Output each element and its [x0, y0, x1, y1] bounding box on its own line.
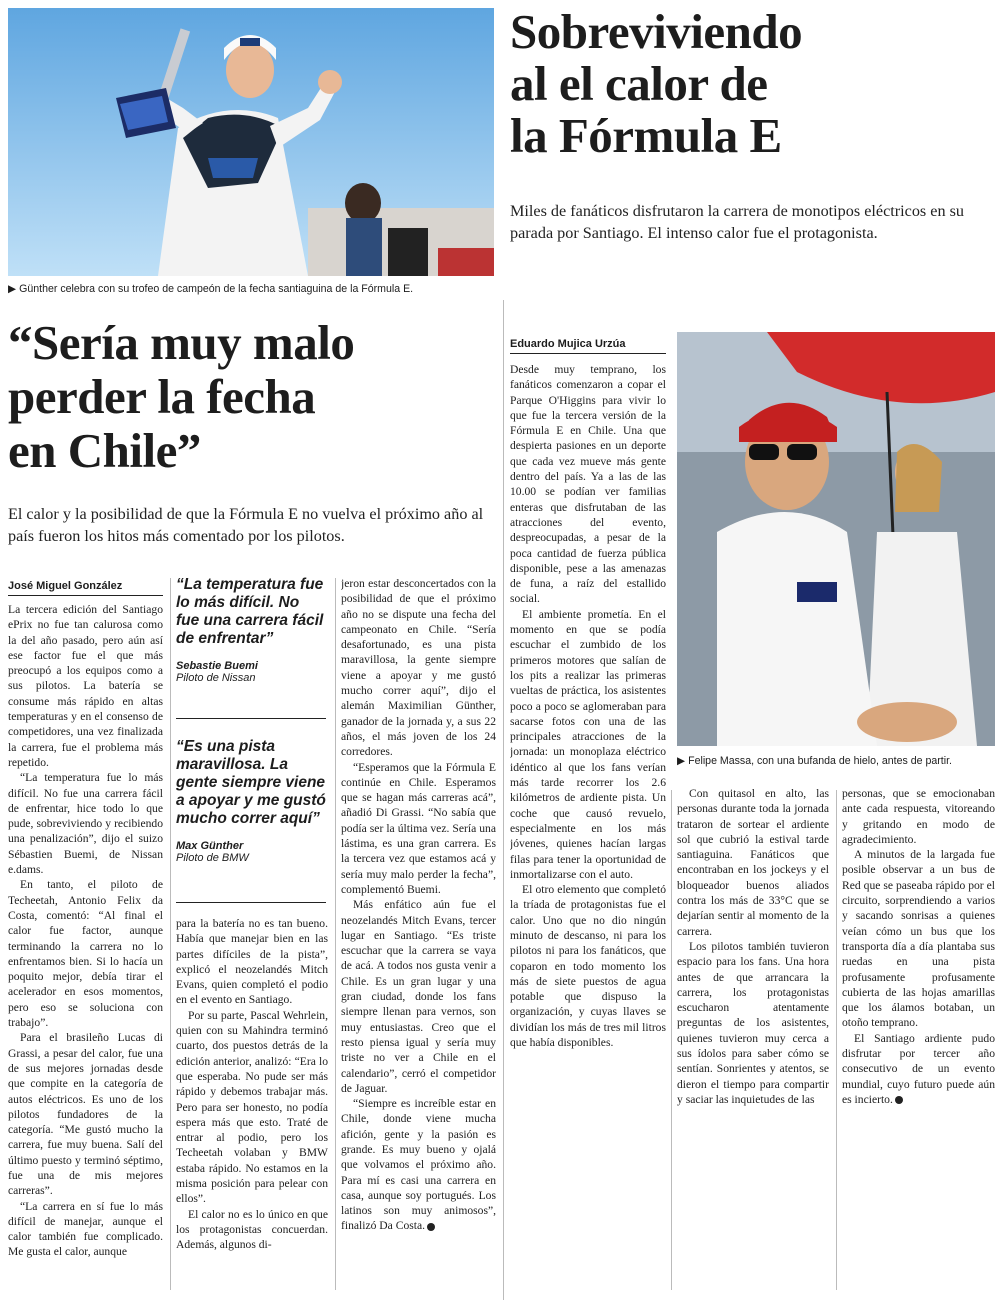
column-divider	[170, 578, 171, 1290]
left-article-col-3	[341, 576, 496, 1300]
pull-quote	[176, 576, 326, 684]
paragraph: El ambiente prometía. En el momento en que se podía escuchar el zumbido de los primeros motores que salían de los pits a realizar las primeras vueltas de práctica, los asistentes poco a poco se aglomeraban para sacarse fotos con una de las principales atracciones de la jornada: un monoplaza eléctrico idéntico al que los fans verían más tarde recorrer los 2.6 kilómetros de ardiente pista. Un coche que causó revuelo, especialmente en los más jóvenes, quienes hacían largas filas para tener la oportunidad de inmortalizarse con el auto.	[510, 607, 666, 881]
paragraph: jeron estar desconcertados con la posibilidad de que el próximo año no se dispute una fecha del campeonato en Chile. “Sería desafortunado, es una pista maravillosa, la gente siempre viene a apoyar y me gustó mucho correr aquí”, dijo el alemán Maximilian Günther, ganador de la jornada y, a sus 22 años, el más joven de los 24 corredores.	[341, 577, 496, 759]
paragraph: A minutos de la largada fue posible observar a un bus de Red que se paseaba rápido por el circuito, sorprendiendo a varios y sacando sonrisas a quienes veían cómo un bus que los transporta día a día plantaba sus ruedas en una pista profusamente profusamente cubierta de las hojas amarillas que los álamos botaban, un otoño temprano.	[842, 848, 995, 1030]
paragraph: Más enfático aún fue el neozelandés Mitch Evans, tercer lugar en Santiago. “Es triste escuchar que la carrera se vaya de acá. A todos nos gusta venir a Chile. Es un gran lugar y una gran ciudad, donde los fans siempre llenan para vernos, son muy entusiastas. Creo que el resto piensa igual y sería muy triste no ver a Chile en el calendario”, cerró el competidor de Jaguar.	[341, 898, 496, 1095]
paragraph: Para el brasileño Lucas di Grassi, a pesar del calor, fue una de sus mejores jornadas desde que compite en la categoría de autos eléctricos. Es uno de los pilotos fundadores de la categoría. “Me gustó mucho la carrera, fue muy buena. Salí del último puesto y terminó séptimo, fue una de mis mejores carreras”.	[8, 1031, 163, 1198]
pull-quote-text: “Es una pista maravillosa. La gente siempre viene a apoyar y me gustó mucho correr aquí”	[176, 738, 326, 827]
quote-divider	[176, 718, 326, 719]
pull-quote-role: Piloto de BMW	[176, 852, 249, 864]
end-of-article-icon	[427, 1223, 435, 1231]
paragraph: “La temperatura fue lo más difícil. No fue una carrera fácil de enfrentar, hice todo lo que pude, sobreviviendo y recibiendo una penalización”, dijo el suizo Sébastien Buemi, de Nissan e.dams.	[8, 771, 163, 877]
caption-arrow-icon: ▶	[677, 755, 686, 767]
column-divider	[335, 578, 336, 1290]
paragraph: personas, que se emocionaban ante cada respuesta, vitoreando y gritando en modo de agradecimiento.	[842, 787, 995, 846]
right-article-headline: Sobreviviendo al el calor de la Fórmula E	[510, 4, 803, 163]
paragraph: “Esperamos que la Fórmula E continúe en Chile. Esperamos que se hagan más carreras acá”, añadió Di Grassi. “No sabía que podía ser la última vez. Sería una lástima, es una gran carrera. Es la tercera vez que estamos acá y sería muy malo perder la fecha”, complementó Buemi.	[341, 760, 496, 896]
column-divider	[836, 790, 837, 1290]
caption-arrow-icon: ▶	[8, 283, 17, 295]
paragraph: La tercera edición del Santiago ePrix no fue tan calurosa como la del año pasado, pero aún así ese factor fue el que más preocupó a los equipos como a sus pilotos. La batería se consume más rápido en altas temperaturas y en el consenso de competidores, una vez finalizada la carrera, fue el problema más repetido.	[8, 603, 163, 769]
paragraph: Con quitasol en alto, las personas durante toda la jornada trataron de sortear el ardiente sol que cubrió la estival tarde santiaguina. Fanáticos que encontraban en los jockeys y el bloqueador buenos aliados contra los más de 33°C que se dejarían sentir al momento de la carrera.	[677, 787, 829, 938]
left-article-byline: José Miguel González	[8, 580, 163, 596]
paragraph: “Siempre es increíble estar en Chile, donde viene mucha afición, gente y la pasión es grande. Es muy bueno y ojalá que volvamos el próximo año. Para mí es casi una carrera en casa, aunque soy portugués. Los latinos son muy animosos”, finalizó Da Costa.	[341, 1097, 496, 1233]
left-article-col-1	[8, 602, 163, 1300]
top-photo-caption: ▶ Günther celebra con su trofeo de campeón de la fecha santiaguina de la Fórmula E.	[8, 283, 414, 295]
right-article-col-3	[842, 786, 995, 1300]
paragraph: El Santiago ardiente pudo disfrutar por tercer año consecutivo de un evento mundial, cuyo futuro puede aún es incierto.	[842, 1031, 995, 1106]
paragraph: Por su parte, Pascal Wehrlein, quien con su Mahindra terminó cuarto, dos puestos detrás de la edición anterior, analizó: “Era lo que esperaba. No pude ser más rápido y debemos trabajar más. Pero para ser honesto, no podía espera más que esto. Traté de entrar al podio, pero los Techeetah volaban y BMW estaba rápido. No estamos en la misma posición para pelear con ellos”.	[176, 1008, 328, 1206]
pull-quote-author: Sebastie Buemi	[176, 660, 258, 672]
right-article-byline: Eduardo Mujica Urzúa	[510, 338, 666, 354]
paragraph: El otro elemento que completó la tríada de protagonistas fue el calor. Uno que no dio ningún minuto de descanso, ni para los pilotos ni para los fanáticos, que coparon en todo momento los más de siete puestos de agua potable que dispuso la organización, y cuyas llaves se dividían los más de tres mil litros que había disponibles.	[510, 883, 666, 1050]
left-article-col-2	[176, 916, 328, 1300]
right-article-col-2	[677, 786, 829, 1300]
paragraph: En tanto, el piloto de Techeetah, Antonio Felix da Costa, comentó: “Al final el calor fue factor, aunque terminando la carrera no lo enfrentamos bien. Si lo hacía un poquito mejor, debía tirar el acelerador en esos momentos, pero eso se soluciona con trabajo”.	[8, 878, 163, 1030]
massa-photo	[677, 332, 995, 746]
pull-quote-role: Piloto de Nissan	[176, 672, 256, 684]
gunther-trophy-photo	[8, 8, 494, 276]
quote-divider	[176, 902, 326, 903]
pull-quote-text: “La temperatura fue lo más difícil. No fue una carrera fácil de enfrentar”	[176, 576, 324, 647]
right-article-col-1	[510, 362, 666, 1300]
left-article-deck: El calor y la posibilidad de que la Fórmula E no vuelva el próximo año al país fueron los hitos más comentado por los pilotos.	[8, 505, 484, 545]
column-divider	[671, 790, 672, 1290]
left-article-headline: “Sería muy malo perder la fecha en Chile”	[8, 315, 355, 478]
pull-quote-author: Max Günther	[176, 840, 244, 852]
paragraph: “La carrera en sí fue lo más difícil de manejar, aunque el calor también fue complicado. Me gusta el calor, aunque	[8, 1199, 163, 1259]
column-divider	[503, 300, 504, 1300]
paragraph: El calor no es lo único en que los protagonistas concuerdan. Además, algunos di-	[176, 1207, 328, 1252]
end-of-article-icon	[895, 1096, 903, 1104]
massa-photo-caption: ▶ Felipe Massa, con una bufanda de hielo, antes de partir.	[677, 755, 952, 767]
right-article-deck: Miles de fanáticos disfrutaron la carrera de monotipos eléctricos en su parada por Santiago. El intenso calor fue el protagonista.	[510, 202, 964, 242]
paragraph: para la batería no es tan bueno. Había que manejar bien en las partes difíciles de la pista”, explicó el neozelandés Mitch Evans, quien completó el podio en el evento en Santiago.	[176, 917, 328, 1007]
pull-quote	[176, 738, 326, 864]
paragraph: Desde muy temprano, los fanáticos comenzaron a copar el Parque O'Higgins para vivir lo que fue la tercera versión de la Fórmula E en Chile. Una que despierta pasiones en un deporte que cada vez mueve más gente dentro del país. Ya a las de las 10.00 se podían ver familias enteras que disfrutaban de las atracciones del evento, despreocupadas, a pesar de la poca cantidad de fuerza pública disponible, pese a las amenazas de funa, a raíz del estallido social.	[510, 363, 666, 606]
paragraph: Los pilotos también tuvieron espacio para los fans. Una hora antes de que arrancara la carrera, los protagonistas escucharon atentamente preguntas de los asistentes, quienes tuvieron muy cerca a sus ídolos para saber cómo se sentían. Sonrientes y atentos, se dieron el tiempo para compartir y saciar las inquietudes de las	[677, 939, 829, 1106]
